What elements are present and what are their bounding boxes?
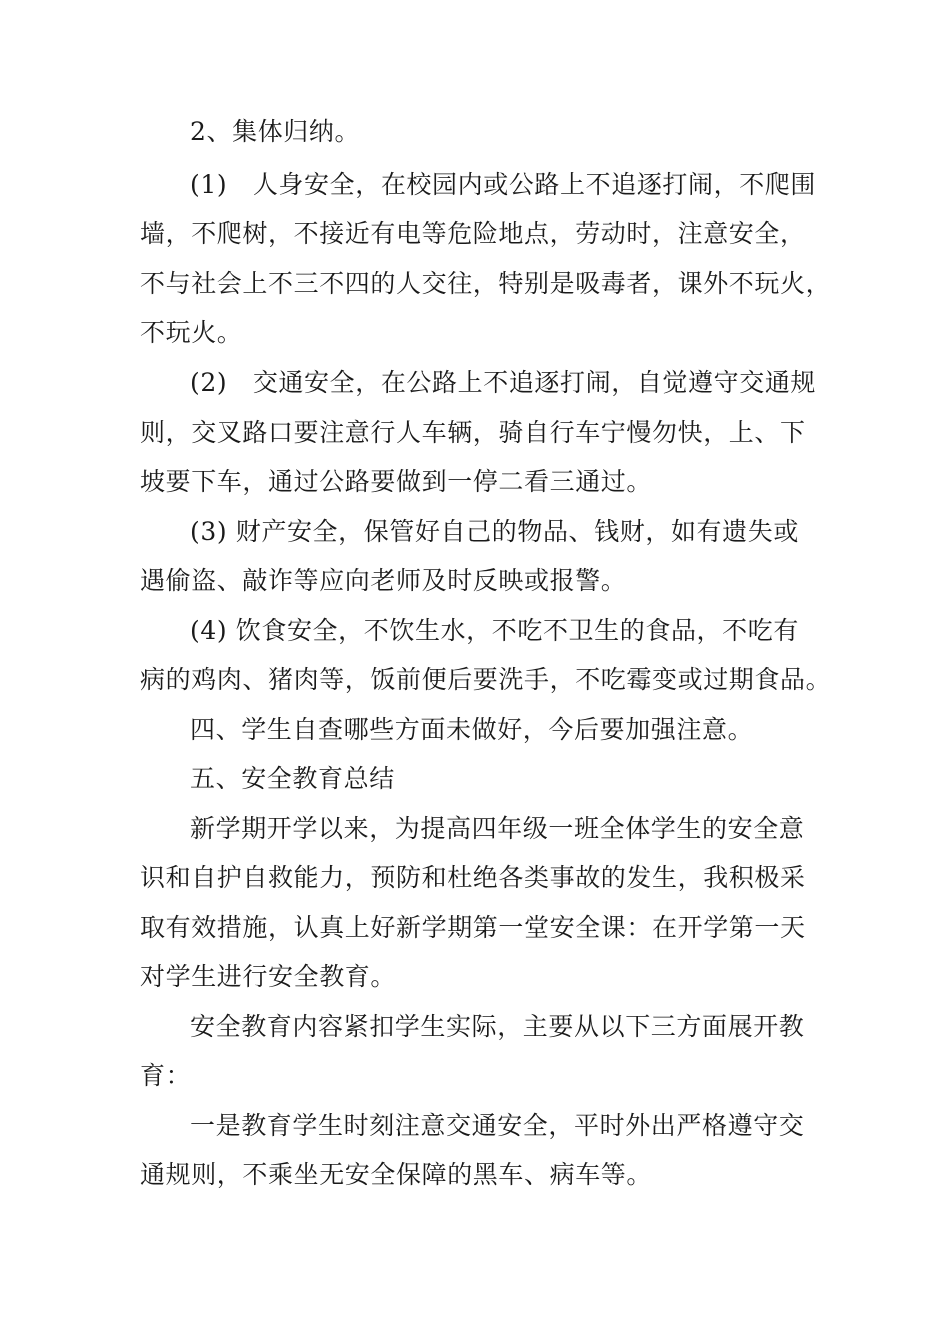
paragraph-line: (2) 交通安全，在公路上不追逐打闹，自觉遵守交通规 — [190, 368, 817, 397]
paragraph-line: 识和自护自救能力，预防和杜绝各类事故的发生，我积极采 — [140, 863, 806, 892]
section-heading: 五、安全教育总结 — [190, 764, 395, 793]
paragraph-line: 病的鸡肉、猪肉等，饭前便后要洗手，不吃霉变或过期食品。 — [140, 665, 832, 694]
section-heading: 2、集体归纳。 — [190, 117, 361, 146]
paragraph-line: 新学期开学以来，为提高四年级一班全体学生的安全意 — [190, 814, 805, 843]
paragraph-line: (4) 饮食安全，不饮生水，不吃不卫生的食品，不吃有 — [190, 616, 799, 645]
section-heading: 四、学生自查哪些方面未做好，今后要加强注意。 — [190, 715, 754, 744]
paragraph-line: 一是教育学生时刻注意交通安全，平时外出严格遵守交 — [190, 1111, 805, 1140]
paragraph-line: 通规则，不乘坐无安全保障的黑车、病车等。 — [140, 1160, 653, 1189]
paragraph-line: 安全教育内容紧扣学生实际，主要从以下三方面展开教 — [190, 1012, 805, 1041]
paragraph-line: 墙，不爬树，不接近有电等危险地点，劳动时，注意安全， — [140, 219, 806, 248]
paragraph-line: (1) 人身安全，在校园内或公路上不追逐打闹，不爬围 — [190, 170, 817, 199]
paragraph-line: 不与社会上不三不四的人交往，特别是吸毒者，课外不玩火， — [140, 269, 832, 298]
paragraph-line: 对学生进行安全教育。 — [140, 962, 397, 991]
paragraph-line: 育： — [140, 1061, 192, 1090]
paragraph-line: 遇偷盗、敲诈等应向老师及时反映或报警。 — [140, 566, 627, 595]
paragraph-line: 取有效措施，认真上好新学期第一堂安全课：在开学第一天 — [140, 913, 806, 942]
paragraph-line: 不玩火。 — [140, 318, 243, 347]
paragraph-line: 坡要下车，通过公路要做到一停二看三通过。 — [140, 467, 653, 496]
paragraph-line: (3) 财产安全，保管好自己的物品、钱财，如有遗失或 — [190, 517, 799, 546]
paragraph-line: 则，交叉路口要注意行人车辆，骑自行车宁慢勿快，上、下 — [140, 418, 806, 447]
